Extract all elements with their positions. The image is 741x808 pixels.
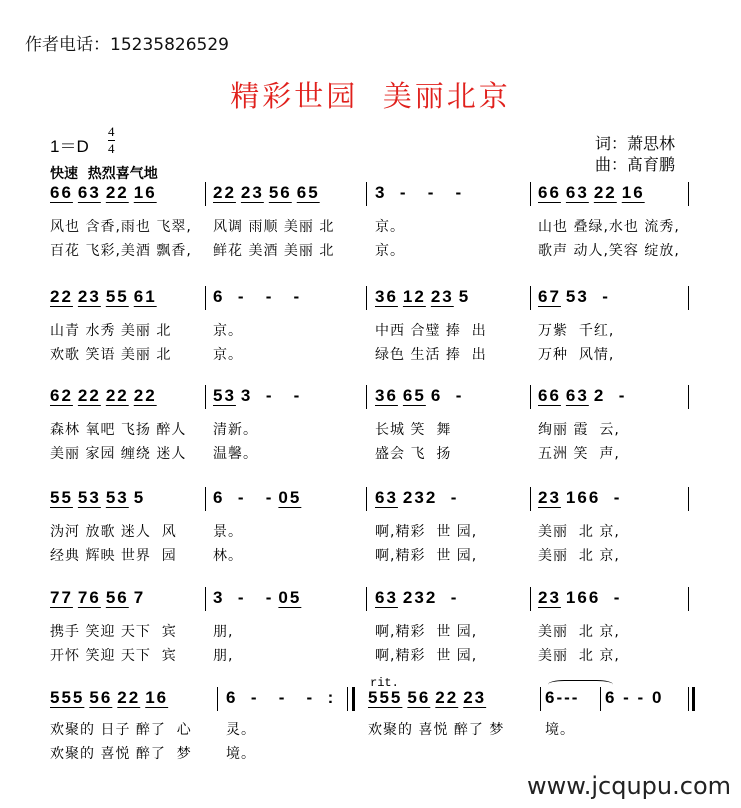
bar-line (366, 286, 367, 310)
note-group: 22 (593, 183, 617, 202)
note-group: 3 - - (240, 386, 302, 405)
measure-notes (538, 588, 626, 608)
note-group: 23 (538, 588, 561, 607)
note-group: 53 - (565, 287, 610, 306)
note-group: 63 (77, 183, 101, 202)
bar-line (205, 487, 206, 511)
note-group: 22 (213, 183, 236, 202)
measure-notes (375, 588, 463, 608)
note-group: 53 (77, 488, 101, 507)
double-bar-line (688, 687, 689, 711)
note-group: 77 (50, 588, 73, 607)
lyric-verse-1: 欢聚的 日子 醉了 心 (50, 722, 192, 738)
note-group: 22 (117, 688, 141, 707)
bar-line (366, 487, 367, 511)
measure-notes (50, 386, 162, 406)
lyric-verse-1: 中西 合璧 捧 出 (375, 323, 487, 339)
note-group: 16 (621, 183, 645, 202)
note-group: 3 - - (213, 588, 274, 607)
note-group: 63 (565, 183, 589, 202)
lyric-verse-1: 啊,精彩 世 园, (375, 524, 478, 540)
lyric-verse-1: 京。 (213, 323, 243, 339)
measure-notes (375, 183, 468, 203)
note-group: 55 (105, 287, 129, 306)
lyric-verse-1: 清新。 (213, 422, 258, 438)
bar-line (205, 385, 206, 409)
tempo-marking: 快速 热烈喜气地 (50, 166, 158, 182)
lyric-verse-2: 开怀 笑迎 天下 宾 (50, 648, 177, 664)
note-group: 63 (375, 588, 398, 607)
note-group: 76 (77, 588, 101, 607)
note-group: 23 (430, 287, 454, 306)
note-group: 16 (133, 183, 157, 202)
note-group: 6 - - - (213, 287, 302, 306)
note-group: 53 (213, 386, 236, 405)
note-group: 23 (77, 287, 101, 306)
double-bar-line (347, 687, 348, 711)
lyric-verse-2: 境。 (226, 746, 256, 762)
note-group: 22 (105, 386, 129, 405)
note-group: 5 (133, 488, 146, 507)
measure-notes (50, 287, 162, 307)
lyric-verse-2: 温馨。 (213, 446, 258, 462)
note-group: 56 (89, 688, 113, 707)
note-group: 16 (145, 688, 169, 707)
lyric-verse-1: 风调 雨顺 美丽 北 (213, 219, 335, 235)
note-group: 6 - (430, 386, 464, 405)
lyric-verse-2: 京。 (213, 347, 243, 363)
note-group: 6 - - (213, 488, 274, 507)
bar-line (530, 487, 531, 511)
lyric-verse-1: 沩河 放歌 迷人 风 (50, 524, 177, 540)
lyric-verse-1: 长城 笑 舞 (375, 422, 452, 438)
note-group: 23 (463, 688, 487, 707)
watermark: www.jcqupu.com (527, 772, 731, 800)
bar-line (530, 286, 531, 310)
note-group: 6--- (545, 688, 580, 707)
lyric-verse-1: 京。 (375, 219, 405, 235)
tie-arc (548, 680, 613, 689)
note-group: 53 (105, 488, 129, 507)
note-group: 7 (133, 588, 146, 607)
measure-notes (538, 287, 615, 307)
composer: 曲：髙育鹏 (595, 155, 676, 174)
bar-line (366, 182, 367, 206)
measure-notes (50, 688, 173, 708)
note-group: 2 - (593, 386, 627, 405)
measure-notes (50, 588, 150, 608)
measure-notes (538, 183, 650, 203)
note-group: 555 (50, 688, 85, 707)
double-bar-line (692, 687, 695, 711)
key-signature: 1＝D (50, 137, 89, 156)
measure-notes (605, 688, 668, 708)
note-group: 166 - (565, 488, 622, 507)
bar-line (688, 182, 689, 206)
note-group: 22 (77, 386, 101, 405)
bar-line (205, 182, 206, 206)
lyric-verse-1: 携手 笑迎 天下 宾 (50, 624, 177, 640)
note-group: 3 - - - (375, 183, 464, 202)
measure-notes (213, 183, 325, 203)
measure-notes (50, 488, 150, 508)
note-group: 05 (278, 488, 302, 507)
bar-line (205, 587, 206, 611)
note-group: 22 (50, 287, 73, 306)
note-group: 56 (407, 688, 431, 707)
lyric-verse-1: 美丽 北 京, (538, 524, 620, 540)
lyric-verse-2: 万种 风情, (538, 347, 615, 363)
lyric-verse-2: 鲜花 美酒 美丽 北 (213, 243, 335, 259)
measure-notes (213, 488, 306, 508)
lyric-verse-1: 风也 含香,雨也 飞翠, (50, 219, 192, 235)
bar-line (688, 385, 689, 409)
note-group: 12 (402, 287, 426, 306)
note-group: 66 (538, 386, 561, 405)
bar-line (530, 587, 531, 611)
note-group: 63 (565, 386, 589, 405)
lyric-verse-1: 绚丽 霞 云, (538, 422, 620, 438)
lyric-verse-2: 美丽 北 京, (538, 648, 620, 664)
note-group: 5 (458, 287, 471, 306)
note-group: 232 - (402, 588, 459, 607)
note-group: 36 (375, 386, 398, 405)
note-group: 65 (402, 386, 426, 405)
lyric-verse-2: 绿色 生活 捧 出 (375, 347, 487, 363)
note-group: 22 (435, 688, 459, 707)
note-group: 66 (50, 183, 73, 202)
bar-line (688, 587, 689, 611)
double-bar-line (352, 687, 355, 711)
note-group: 6 - - 0 (605, 688, 664, 707)
lyric-verse-2: 朋, (213, 648, 234, 664)
lyric-verse-2: 林。 (213, 548, 243, 564)
bar-line (366, 587, 367, 611)
lyric-verse-2: 盛会 飞 扬 (375, 446, 452, 462)
note-group: 67 (538, 287, 561, 306)
note-group: 56 (268, 183, 292, 202)
bar-line (688, 286, 689, 310)
lyric-verse-2: 经典 辉映 世界 园 (50, 548, 177, 564)
lyric-verse-2: 啊,精彩 世 园, (375, 548, 478, 564)
lyric-verse-1: 景。 (213, 524, 243, 540)
measure-notes (226, 688, 340, 708)
note-group: 66 (538, 183, 561, 202)
note-group: 63 (375, 488, 398, 507)
measure-notes (375, 386, 468, 406)
lyric-verse-2: 歌声 动人,笑容 绽放, (538, 243, 680, 259)
bar-line (217, 687, 218, 711)
lyric-verse-1: 境。 (545, 722, 575, 738)
measure-notes (375, 488, 463, 508)
lyricist: 词：萧思林 (595, 134, 676, 153)
note-group: 65 (296, 183, 320, 202)
lyric-verse-2: 欢聚的 喜悦 醉了 梦 (50, 746, 192, 762)
note-group: 05 (278, 588, 302, 607)
bar-line (205, 286, 206, 310)
bar-line (688, 487, 689, 511)
note-group: 166 - (565, 588, 622, 607)
time-signature-top: 4 (108, 124, 115, 139)
lyric-verse-1: 灵。 (226, 722, 256, 738)
lyric-verse-2: 欢歌 笑语 美丽 北 (50, 347, 172, 363)
note-group: 61 (133, 287, 157, 306)
measure-notes (375, 287, 475, 307)
lyric-verse-1: 万紫 千红, (538, 323, 615, 339)
note-group: 55 (50, 488, 73, 507)
note-group: 555 (368, 688, 403, 707)
lyric-verse-1: 美丽 北 京, (538, 624, 620, 640)
lyric-verse-1: 朋, (213, 624, 234, 640)
measure-notes (213, 287, 306, 307)
measure-notes (538, 386, 631, 406)
note-group: 22 (105, 183, 129, 202)
note-group: 36 (375, 287, 398, 306)
note-group: 232 - (402, 488, 459, 507)
note-group: 22 (133, 386, 157, 405)
lyric-verse-1: 啊,精彩 世 园, (375, 624, 478, 640)
time-signature-bottom: 4 (108, 141, 115, 156)
note-group: 23 (240, 183, 264, 202)
measure-notes (368, 688, 491, 708)
lyric-verse-1: 山也 叠绿,水也 流秀, (538, 219, 680, 235)
bar-line (530, 182, 531, 206)
bar-line (540, 687, 541, 711)
bar-line (366, 385, 367, 409)
ritardando-marking: rit. (370, 676, 399, 690)
note-group: 56 (105, 588, 129, 607)
lyric-verse-2: 啊,精彩 世 园, (375, 648, 478, 664)
lyric-verse-2: 美丽 北 京, (538, 548, 620, 564)
author-phone: 作者电话：15235826529 (25, 35, 229, 55)
measure-notes (545, 688, 584, 708)
song-title: 精彩世园 美丽北京 (230, 79, 511, 113)
note-group: 62 (50, 386, 73, 405)
bar-line (530, 385, 531, 409)
note-group: 23 (538, 488, 561, 507)
measure-notes (213, 386, 306, 406)
note-group: 6 - - - : (226, 688, 336, 707)
lyric-verse-2: 百花 飞彩,美酒 飘香, (50, 243, 192, 259)
lyric-verse-2: 京。 (375, 243, 405, 259)
lyric-verse-1: 欢聚的 喜悦 醉了 梦 (368, 722, 505, 738)
lyric-verse-1: 山青 水秀 美丽 北 (50, 323, 172, 339)
lyric-verse-2: 五洲 笑 声, (538, 446, 620, 462)
lyric-verse-2: 美丽 家园 缠绕 迷人 (50, 446, 187, 462)
measure-notes (538, 488, 626, 508)
measure-notes (50, 183, 162, 203)
measure-notes (213, 588, 306, 608)
bar-line (600, 687, 601, 711)
lyric-verse-1: 森林 氧吧 飞扬 醉人 (50, 422, 187, 438)
